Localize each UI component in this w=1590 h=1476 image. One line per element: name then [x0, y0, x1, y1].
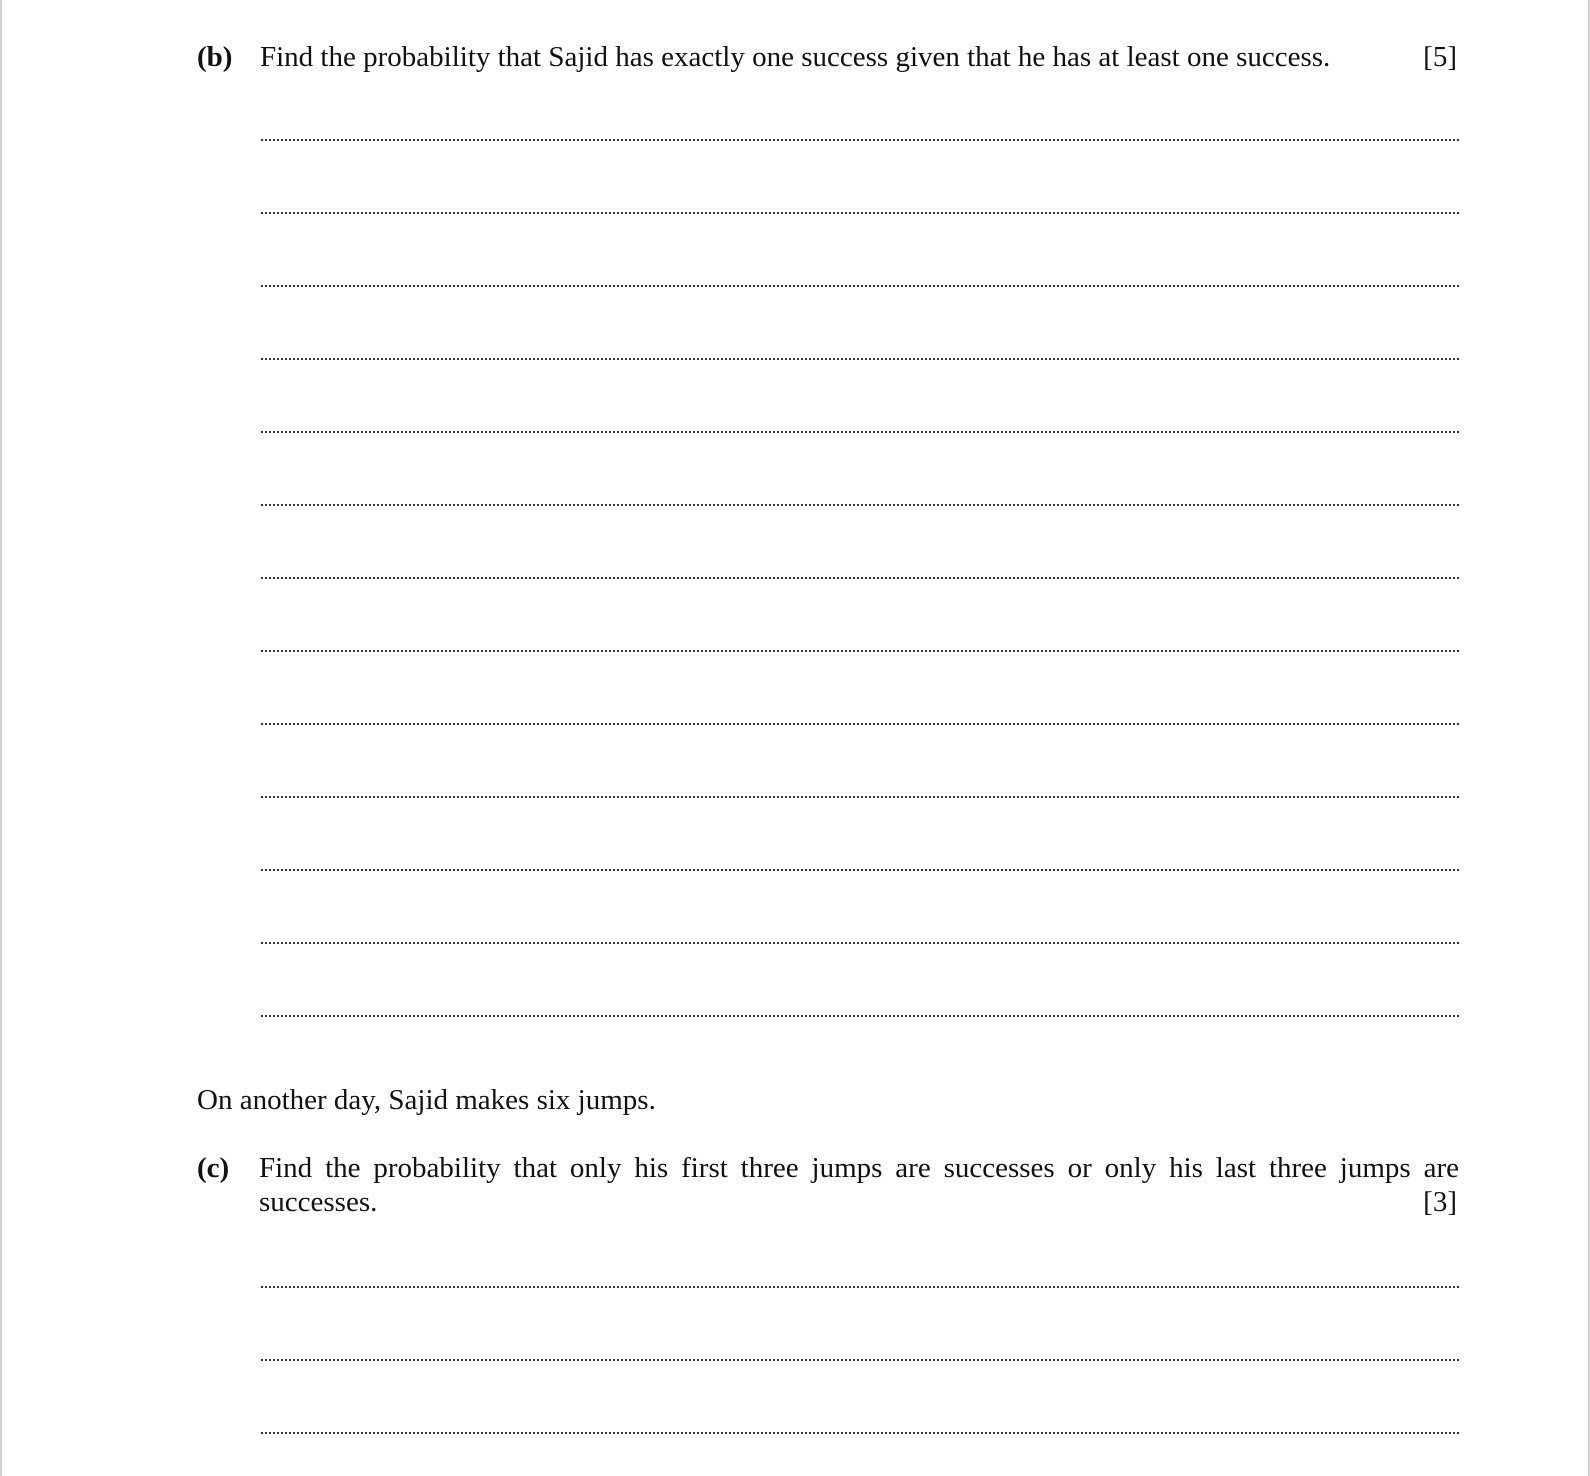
- part-c-question-line-1: Find the probability that only his first three jumps are successes or only his last three jumps are: [259, 1152, 1459, 1184]
- answer-line[interactable]: [261, 723, 1459, 725]
- answer-line[interactable]: [261, 431, 1459, 433]
- answer-line[interactable]: [261, 358, 1459, 360]
- answer-line[interactable]: [261, 504, 1459, 506]
- answer-line[interactable]: [261, 1286, 1459, 1288]
- answer-line[interactable]: [261, 869, 1459, 871]
- part-b-marks: [5]: [1423, 41, 1457, 73]
- answer-line[interactable]: [261, 796, 1459, 798]
- part-c-label: (c): [197, 1152, 230, 1184]
- answer-line[interactable]: [261, 942, 1459, 944]
- answer-line[interactable]: [261, 1015, 1459, 1017]
- part-b-question: Find the probability that Sajid has exactly one success given that he has at least one success.: [260, 41, 1331, 73]
- part-c-question-line-2: successes.: [259, 1186, 378, 1218]
- answer-line[interactable]: [261, 577, 1459, 579]
- answer-line[interactable]: [261, 650, 1459, 652]
- answer-line[interactable]: [261, 212, 1459, 214]
- answer-line[interactable]: [261, 285, 1459, 287]
- part-c-marks: [3]: [1423, 1186, 1457, 1218]
- context-text: On another day, Sajid makes six jumps.: [197, 1084, 656, 1116]
- answer-line[interactable]: [261, 1432, 1459, 1434]
- answer-line[interactable]: [261, 139, 1459, 141]
- answer-line[interactable]: [261, 1359, 1459, 1361]
- part-b-label: (b): [197, 41, 233, 73]
